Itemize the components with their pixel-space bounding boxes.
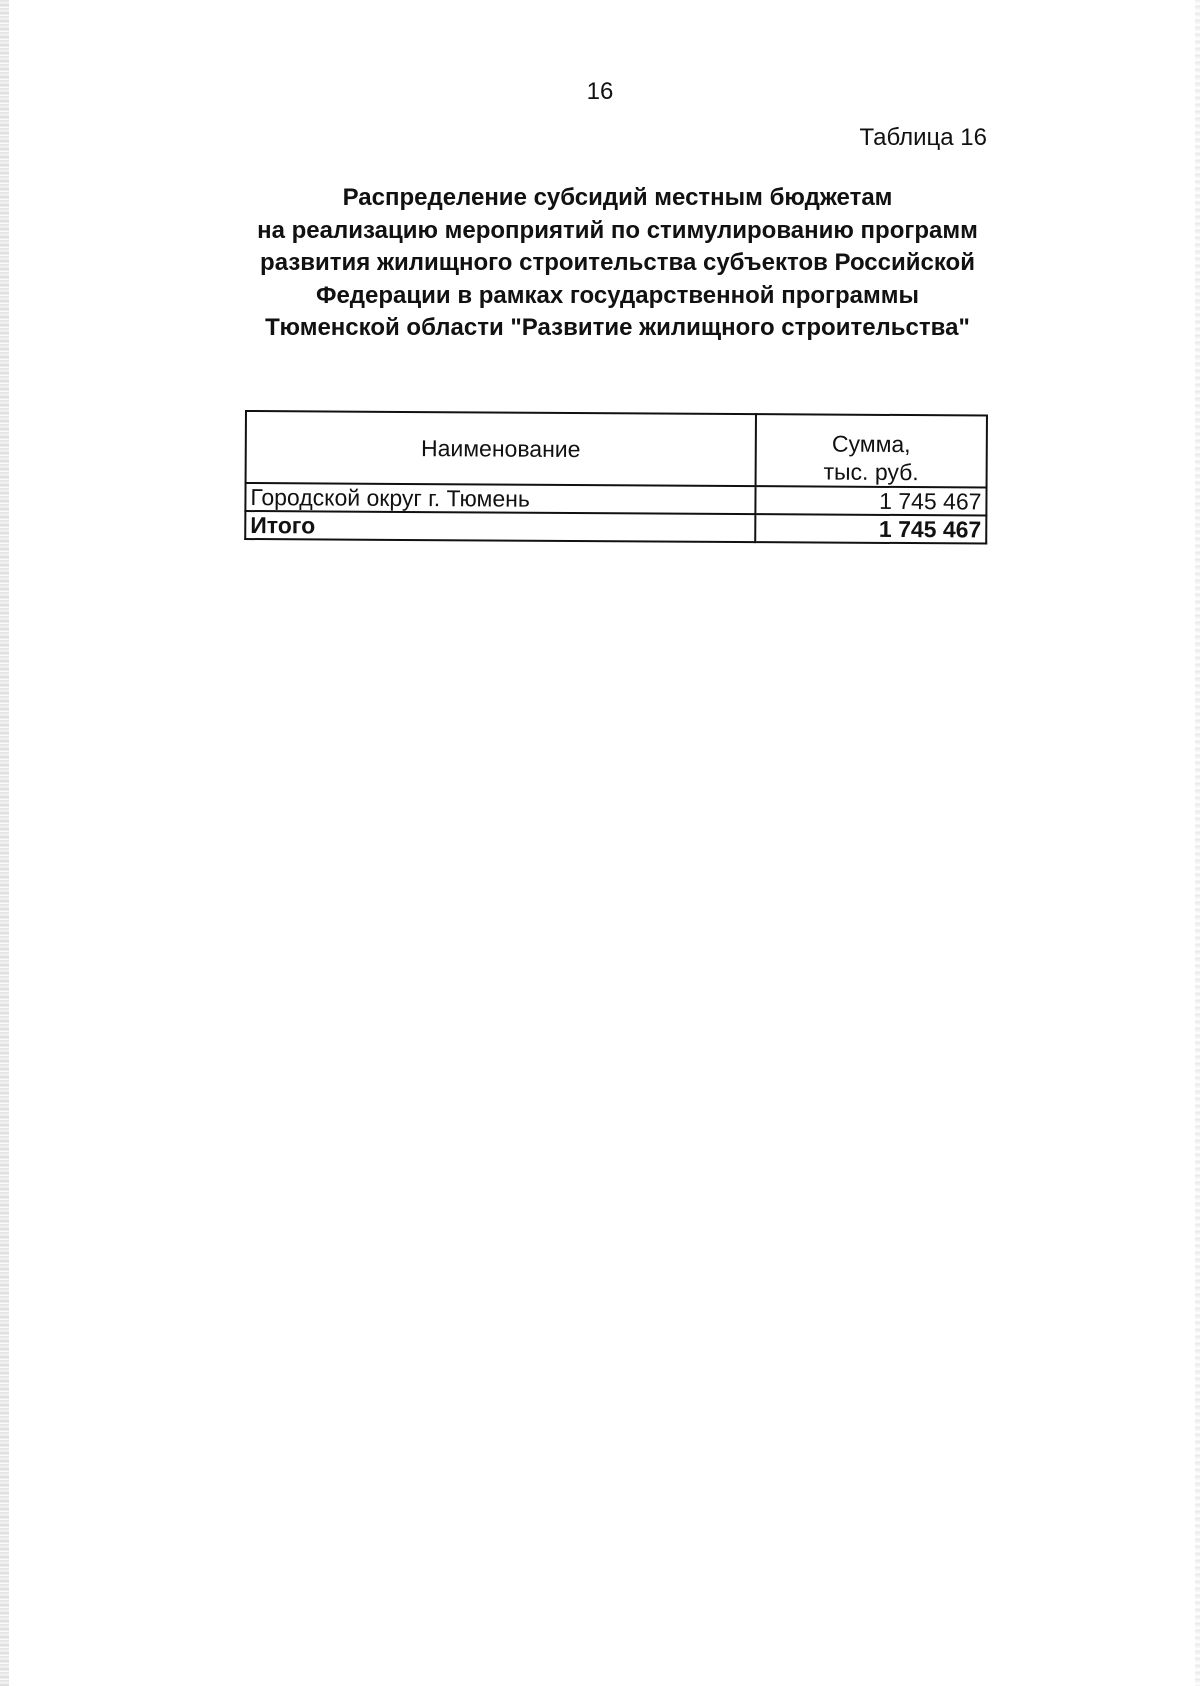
header-sum-line-2: тыс. руб.	[823, 458, 919, 486]
row-sum: 1 745 467	[755, 486, 986, 515]
header-sum-line-1: Сумма,	[831, 430, 911, 458]
total-label: Итого	[245, 511, 755, 542]
total-row	[245, 511, 986, 544]
scan-edge-left	[0, 0, 9, 1686]
header-name: Наименование	[246, 411, 756, 486]
row-name: Городской округ г. Тюмень	[245, 483, 755, 514]
total-sum: 1 745 467	[755, 514, 986, 543]
page-number: 16	[586, 78, 614, 105]
table-caption: Таблица 16	[859, 124, 987, 151]
title-line-4: Федерации в рамках государственной программы	[315, 281, 920, 309]
subsidies-table	[244, 410, 988, 545]
table-header-row	[246, 411, 987, 488]
title-line-3: развития жилищного строительства субъектов Российской	[260, 249, 975, 276]
header-sum	[756, 414, 987, 487]
document-title	[200, 182, 1035, 345]
table-row	[245, 483, 986, 516]
scan-edge-right	[1195, 0, 1200, 1686]
title-line-1: Распределение субсидий местным бюджетам	[342, 184, 893, 211]
title-line-5: Тюменской области "Развитие жилищного строительства"	[265, 314, 970, 341]
title-line-2: на реализацию мероприятий по стимулированию программ	[257, 216, 978, 244]
